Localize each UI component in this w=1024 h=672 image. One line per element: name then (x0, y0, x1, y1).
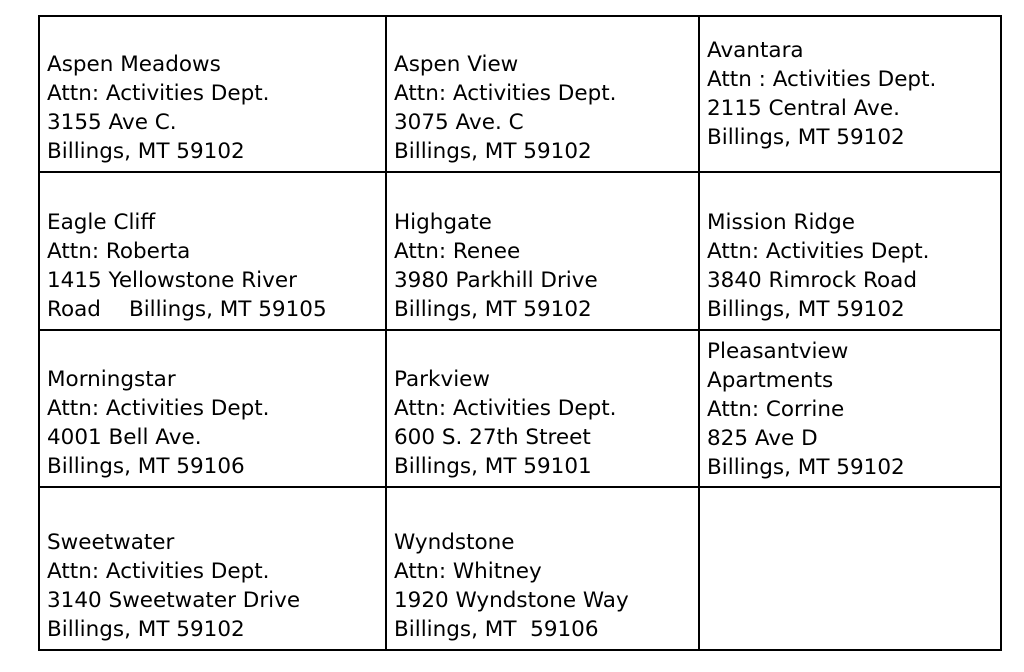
label-city: Billings, MT 59102 (707, 455, 905, 480)
label-name: Eagle Cliff (47, 210, 156, 235)
label-attn: Attn: Renee (394, 239, 521, 264)
label-attn: Attn : Activities Dept. (707, 67, 937, 92)
label-attn: Attn: Activities Dept. (47, 81, 270, 106)
label-city: Billings, MT 59102 (394, 139, 592, 164)
label-attn: Attn: Corrine (707, 397, 845, 422)
address-label-aspen-view (386, 16, 699, 172)
label-city: Billings, MT 59102 (394, 297, 592, 322)
label-street: 3980 Parkhill Drive (394, 268, 598, 293)
label-street: 4001 Bell Ave. (47, 425, 202, 450)
address-label-mission-ridge (699, 172, 1001, 330)
address-label-highgate (386, 172, 699, 330)
label-name-cont: Apartments (707, 368, 834, 393)
label-street: 3840 Rimrock Road (707, 268, 917, 293)
label-city: Billings, MT 59102 (47, 139, 245, 164)
label-street: 600 S. 27th Street (394, 425, 591, 450)
address-label-aspen-meadows (39, 16, 386, 172)
label-name: Avantara (707, 38, 804, 63)
label-city: Billings, MT 59102 (47, 617, 245, 642)
label-attn: Attn: Activities Dept. (394, 396, 617, 421)
address-label-avantara (699, 16, 1001, 172)
label-name: Aspen View (394, 52, 519, 77)
address-label-morningstar (39, 330, 386, 487)
address-label-table (38, 15, 1002, 651)
label-city: Billings, MT 59102 (707, 125, 905, 150)
label-street: 3075 Ave. C (394, 110, 524, 135)
label-street-city-line (47, 295, 385, 324)
table-row (39, 16, 1001, 172)
address-label-parkview (386, 330, 699, 487)
address-label-pleasantview (699, 330, 1001, 487)
label-street: 825 Ave D (707, 426, 818, 451)
label-name: Pleasantview (707, 339, 849, 364)
label-city: Billings, MT 59106 (394, 617, 599, 642)
address-label-eagle-cliff (39, 172, 386, 330)
label-street: 3155 Ave C. (47, 110, 177, 135)
label-city: Billings, MT 59105 (128, 297, 327, 322)
label-attn: Attn: Activities Dept. (47, 559, 270, 584)
label-attn: Attn: Activities Dept. (394, 81, 617, 106)
label-street: 2115 Central Ave. (707, 96, 900, 121)
label-attn: Attn: Activities Dept. (707, 239, 930, 264)
address-label-sweetwater (39, 487, 386, 650)
label-attn: Attn: Whitney (394, 559, 542, 584)
label-street-cont: Road (47, 297, 101, 322)
label-name: Highgate (394, 210, 492, 235)
label-attn: Attn: Activities Dept. (47, 396, 270, 421)
label-name: Mission Ridge (707, 210, 855, 235)
label-city: Billings, MT 59101 (394, 454, 592, 479)
label-name: Aspen Meadows (47, 52, 221, 77)
address-label-wyndstone (386, 487, 699, 650)
table-row (39, 487, 1001, 650)
label-name: Morningstar (47, 367, 176, 392)
label-name: Parkview (394, 367, 490, 392)
label-attn: Attn: Roberta (47, 239, 191, 264)
label-name: Wyndstone (394, 530, 515, 555)
table-row (39, 330, 1001, 487)
label-city: Billings, MT 59102 (707, 297, 905, 322)
address-label-empty (699, 487, 1001, 650)
label-street: 1415 Yellowstone River (47, 268, 297, 293)
label-name: Sweetwater (47, 530, 175, 555)
label-street: 1920 Wyndstone Way (394, 588, 629, 613)
table-row (39, 172, 1001, 330)
label-city: Billings, MT 59106 (47, 454, 245, 479)
label-street: 3140 Sweetwater Drive (47, 588, 301, 613)
